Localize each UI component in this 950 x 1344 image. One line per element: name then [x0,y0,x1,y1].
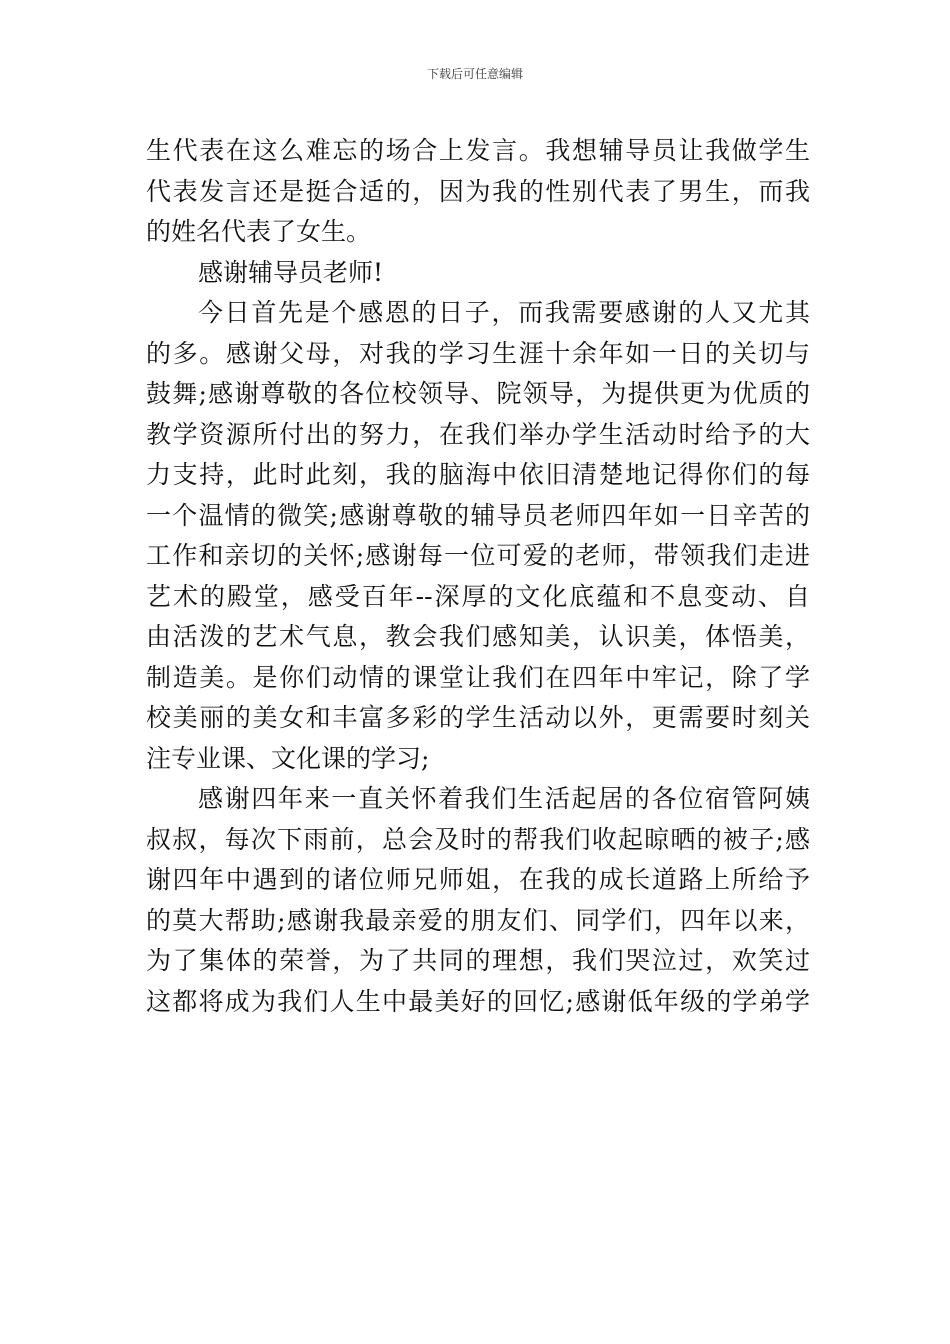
text-line: 这都将成为我们人生中最美好的回忆;感谢低年级的学弟学 [146,986,810,1016]
text-line: 的姓名代表了女生。 [146,217,372,246]
text-line: 鼓舞;感谢尊敬的各位校领导、院领导，为提供更为优质的 [146,379,810,408]
text-line: 感谢四年来一直关怀着我们生活起居的各位宿管阿姨 [198,784,810,813]
text-line: 校美丽的美女和丰富多彩的学生活动以外，更需要时刻关 [146,703,810,732]
text-line: 工作和亲切的关怀;感谢每一位可爱的老师，带领我们走进 [146,541,810,570]
document-body [146,131,810,1022]
text-line: 感谢辅导员老师! [198,257,384,287]
text-line: 生代表在这么难忘的场合上发言。我想辅导员让我做学生 [146,136,810,165]
text-line: 教学资源所付出的努力，在我们举办学生活动时给予的大 [146,419,810,449]
text-line: 的莫大帮助;感谢我最亲爱的朋友们、同学们，四年以来， [146,905,810,935]
text-line: 由活泼的艺术气息，教会我们感知美，认识美，体悟美， [146,622,810,651]
text-line: 艺术的殿堂，感受百年--深厚的文化底蕴和不息变动、自 [146,581,810,611]
text-line: 注专业课、文化课的学习; [146,743,430,773]
text-line: 的多。感谢父母，对我的学习生涯十余年如一日的关切与 [146,338,810,368]
text-line: 力支持，此时此刻，我的脑海中依旧清楚地记得你们的每 [146,460,810,489]
page-header: 下载后可任意编辑 [426,67,523,81]
text-line: 谢四年中遇到的诸位师兄师姐，在我的成长道路上所给予 [146,865,810,894]
text-line: 叔叔，每次下雨前，总会及时的帮我们收起晾晒的被子;感 [146,824,810,854]
text-line: 今日首先是个感恩的日子，而我需要感谢的人又尤其 [198,298,810,327]
text-line: 代表发言还是挺合适的，因为我的性别代表了男生，而我 [146,176,810,206]
text-line: 制造美。是你们动情的课堂让我们在四年中牢记，除了学 [146,662,810,692]
text-line: 为了集体的荣誉，为了共同的理想，我们哭泣过，欢笑过 [146,946,810,975]
text-line: 一个温情的微笑;感谢尊敬的辅导员老师四年如一日辛苦的 [146,500,810,530]
